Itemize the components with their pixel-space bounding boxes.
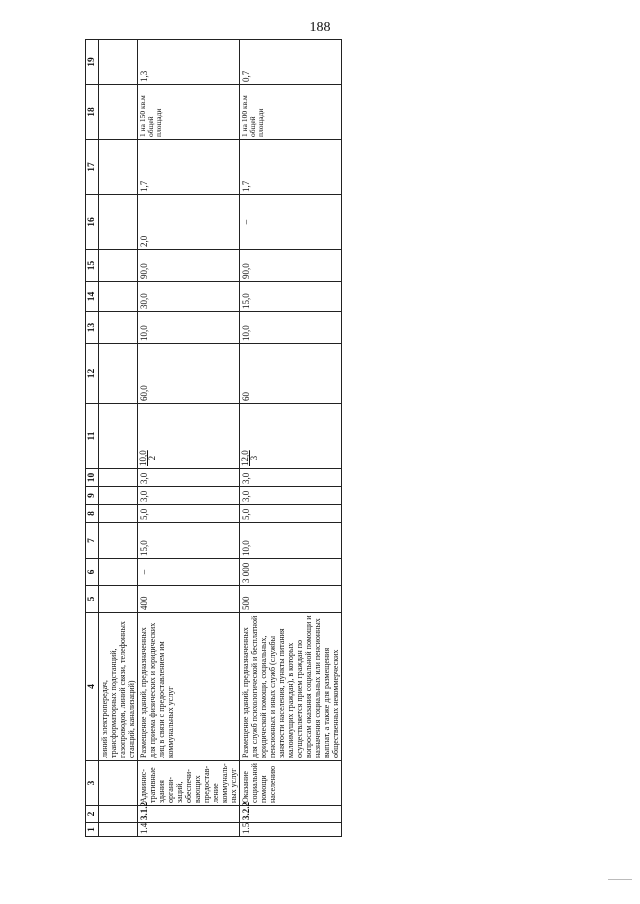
- cell-c10: 3,0: [138, 469, 240, 487]
- cell-c18: 1 на 150 кв.м общей площади: [138, 85, 240, 140]
- continuation-text: линий электропередач, трансформаторных подстанций, газопроводов, линий связи, телефонных станций, канализаций): [99, 613, 138, 761]
- cell-c9: 3,0: [138, 487, 240, 505]
- cell-c17: 1,7: [240, 140, 342, 195]
- header-cell: 8: [86, 505, 99, 523]
- cell-c11: [138, 404, 240, 469]
- header-cell: 9: [86, 487, 99, 505]
- rotated-table-container: [85, 57, 340, 837]
- cell-c6: 3 000: [240, 559, 342, 586]
- type-code: 3.1.2: [138, 806, 240, 823]
- fraction-numerator: 12,0: [240, 450, 250, 466]
- use-type: Оказание социальной помощи населению: [240, 761, 342, 806]
- cell-c6: –: [138, 559, 240, 586]
- header-cell: 1: [86, 823, 99, 837]
- cell-c12: 60: [240, 344, 342, 404]
- header-cell: 2: [86, 806, 99, 823]
- cell-c14: 30,0: [138, 282, 240, 312]
- cell-c8: 5,0: [240, 505, 342, 523]
- cell-c15: 90,0: [138, 250, 240, 282]
- regulation-table: [85, 39, 342, 837]
- cell-c18: 1 на 100 кв.м общей площади: [240, 85, 342, 140]
- fraction-numerator: 10,0: [138, 450, 148, 466]
- fraction-denominator: 2: [147, 455, 157, 461]
- header-cell: 17: [86, 140, 99, 195]
- use-description: Размещение зданий, предназначенных для приема физических и юридических лиц в связи с предоставлением им коммунальных услуг: [138, 613, 240, 761]
- table-row: [138, 40, 240, 837]
- cell-c12: 60,0: [138, 344, 240, 404]
- cell-c19: 0,7: [240, 40, 342, 85]
- header-cell: 10: [86, 469, 99, 487]
- cell-c10: 3,0: [240, 469, 342, 487]
- cell-c5: 400: [138, 586, 240, 613]
- header-cell: 4: [86, 613, 99, 761]
- cell-c17: 1,7: [138, 140, 240, 195]
- header-row: [86, 40, 99, 837]
- cell-c7: 15,0: [138, 523, 240, 559]
- cell-c8: 5,0: [138, 505, 240, 523]
- header-cell: 13: [86, 312, 99, 344]
- cell-c13: 10,0: [240, 312, 342, 344]
- cell-c16: 2,0: [138, 195, 240, 250]
- header-cell: 14: [86, 282, 99, 312]
- header-cell: 3: [86, 761, 99, 806]
- cell-c11: [240, 404, 342, 469]
- header-cell: 12: [86, 344, 99, 404]
- header-cell: 15: [86, 250, 99, 282]
- cell-c16: –: [240, 195, 342, 250]
- row-number: 1.4: [138, 823, 240, 837]
- fraction-denominator: 3: [249, 455, 259, 461]
- cell-c5: 500: [240, 586, 342, 613]
- cell-c9: 3,0: [240, 487, 342, 505]
- use-type: Админис-тративные здания органи-заций, обеспечи-вающих предостав-ление коммуналь-ных услуг: [138, 761, 240, 806]
- scan-artifact-line: [608, 879, 632, 880]
- cell-c7: 10,0: [240, 523, 342, 559]
- header-cell: 16: [86, 195, 99, 250]
- use-description: Размещение зданий, предназначенных для служб психологической и бесплатной юридической помощи, социальных, пенсионных и иных служб (службы занятости населения, пункты питания малоимущих граждан), в которых осуществляется прием граждан по вопросам оказания социальной помощи и назначения социальных или пенсионных выплат, а также для размещения общественных некоммерческих: [240, 613, 342, 761]
- row-number: 1.5: [240, 823, 342, 837]
- page-number: 188: [309, 20, 331, 35]
- type-code: 3.2.2: [240, 806, 342, 823]
- header-cell: 7: [86, 523, 99, 559]
- cell-c19: 1,3: [138, 40, 240, 85]
- header-cell: 19: [86, 40, 99, 85]
- header-cell: 18: [86, 85, 99, 140]
- table-row: [240, 40, 342, 837]
- cell-c14: 15,0: [240, 282, 342, 312]
- cell-c15: 90,0: [240, 250, 342, 282]
- header-cell: 11: [86, 404, 99, 469]
- continuation-row: [99, 40, 138, 837]
- header-cell: 6: [86, 559, 99, 586]
- cell-c13: 10,0: [138, 312, 240, 344]
- header-cell: 5: [86, 586, 99, 613]
